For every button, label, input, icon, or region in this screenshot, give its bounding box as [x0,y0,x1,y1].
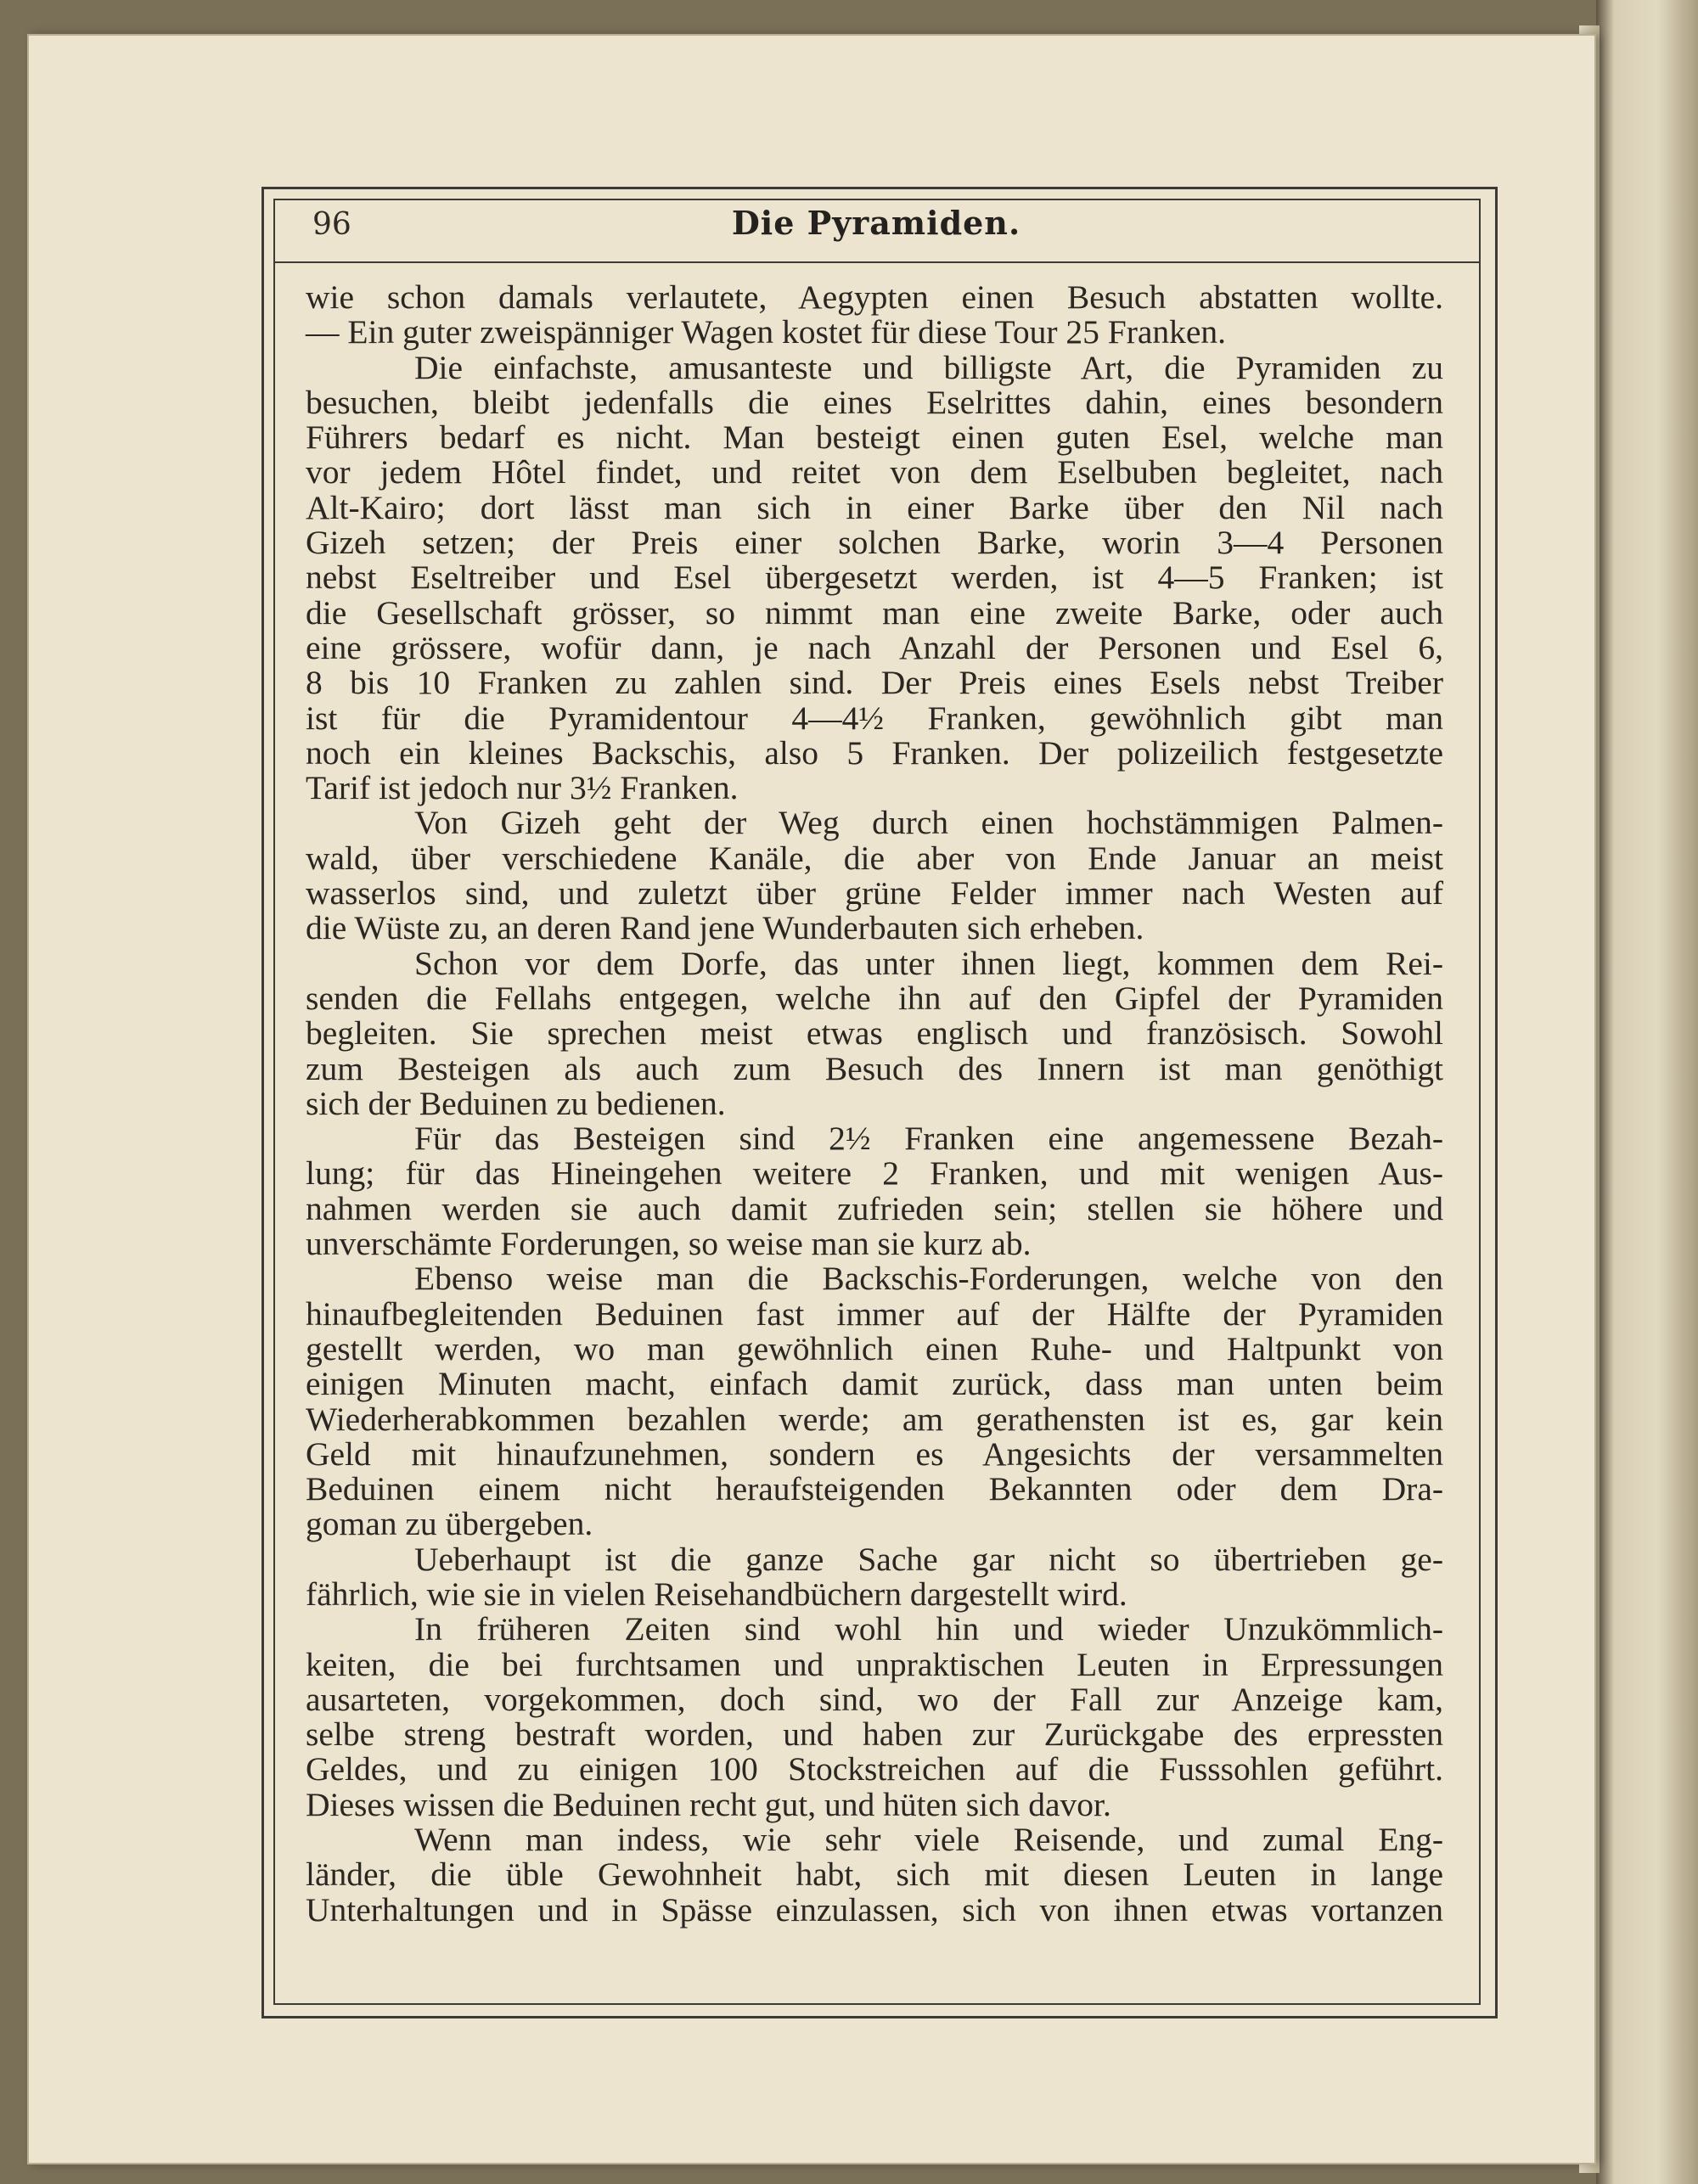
text-line: gestellt werden, wo man gewöhnlich einen Ruhe- und Haltpunkt von [306,1329,1443,1367]
text-line: Dieses wissen die Beduinen recht gut, und hüten sich davor. [306,1785,1111,1823]
text-line: 8 bis 10 Franken zu zahlen sind. Der Preis eines Esels nebst Treiber [306,664,1443,702]
page-number: 96 [312,207,351,242]
running-title: Die Pyramiden. [731,204,1021,242]
text-line: länder, die üble Gewohnheit habt, sich mit diesen Leuten in lange [306,1856,1443,1894]
text-line: In früheren Zeiten sind wohl hin und wieder Unzukömmlich- [414,1610,1443,1648]
text-line: Die einfachste, amusanteste und billigste Art, die Pyramiden zu [414,348,1443,386]
text-line: Geld mit hinaufzunehmen, sondern es Angesichts der versammelten [306,1434,1443,1473]
text-line: Wenn man indess, wie sehr viele Reisende, und zumal Eng- [414,1821,1443,1859]
text-line: zum Besteigen als auch zum Besuch des Innern ist man genöthigt [306,1049,1443,1087]
text-line: Schon vor dem Dorfe, das unter ihnen liegt, kommen dem Rei- [414,944,1443,982]
text-line: Ebenso weise man die Backschis-Forderungen, welche von den [414,1260,1443,1298]
body-text [306,280,1443,1928]
text-line: — Ein guter zweispänniger Wagen kostet für diese Tour 25 Franken. [306,313,1227,351]
text-line: einigen Minuten macht, einfach damit zurück, dass man unten beim [306,1365,1443,1403]
text-line: noch ein kleines Backschis, also 5 Franken. Der polizeilich festgesetzte [306,733,1443,772]
text-line: ausarteten, vorgekommen, doch sind, wo der Fall zur Anzeige kam, [306,1680,1443,1718]
text-line: Führers bedarf es nicht. Man besteigt einen guten Esel, welche man [306,418,1443,457]
text-line: eine grössere, wofür dann, je nach Anzahl der Personen und Esel 6, [306,628,1443,666]
book-spine [1596,0,1698,2184]
text-line: wie schon damals verlautete, Aegypten einen Besuch abstatten wollte. [306,278,1443,316]
text-line: nahmen werden sie auch damit zufrieden sein; stellen sie höhere und [306,1189,1443,1227]
text-line: Gizeh setzen; der Preis einer solchen Barke, worin 3—4 Personen [306,524,1443,562]
text-line: wasserlos sind, und zuletzt über grüne Felder immer nach Westen auf [306,874,1443,912]
text-line: Von Gizeh geht der Weg durch einen hochstämmigen Palmen- [414,804,1443,842]
text-line: Geldes, und zu einigen 100 Stockstreichen auf die Fusssohlen geführt. [306,1750,1443,1788]
text-line: unverschämte Forderungen, so weise man sie kurz ab. [306,1225,1032,1263]
text-line: Wiederherabkommen bezahlen werde; am gerathensten ist es, gar kein [306,1400,1443,1438]
header-rule [273,261,1479,263]
text-line: Alt-Kairo; dort lässt man sich in einer Barke über den Nil nach [306,488,1443,526]
text-line: Für das Besteigen sind 2½ Franken eine angemessene Bezah- [414,1120,1443,1158]
text-line: begleiten. Sie sprechen meist etwas englisch und französisch. Sowohl [306,1014,1443,1053]
text-line: besuchen, bleibt jedenfalls die eines Eselrittes dahin, eines besondern [306,383,1443,421]
text-line: goman zu übergeben. [306,1505,593,1543]
text-line: die Wüste zu, an deren Rand jene Wunderbauten sich erheben. [306,909,1144,947]
text-line: selbe streng bestraft worden, und haben zur Zurückgabe des erpressten [306,1715,1443,1754]
text-line: Unterhaltungen und in Spässe einzulassen, sich von ihnen etwas vortanzen [306,1890,1443,1929]
text-line: wald, über verschiedene Kanäle, die aber von Ende Januar an meist [306,839,1443,877]
text-line: ist für die Pyramidentour 4—4½ Franken, gewöhnlich gibt man [306,699,1443,737]
text-line: Tarif ist jedoch nur 3½ Franken. [306,769,739,807]
text-line: fährlich, wie sie in vielen Reisehandbüchern dargestellt wird. [306,1575,1127,1613]
text-line: senden die Fellahs entgegen, welche ihn auf den Gipfel der Pyramiden [306,979,1443,1017]
text-line: nebst Eseltreiber und Esel übergesetzt werden, ist 4—5 Franken; ist [306,559,1443,597]
text-line: die Gesellschaft grösser, so nimmt man eine zweite Barke, oder auch [306,593,1443,632]
text-line: hinaufbegleitenden Beduinen fast immer auf der Hälfte der Pyramiden [306,1294,1443,1333]
text-line: sich der Beduinen zu bedienen. [306,1084,726,1122]
text-line: keiten, die bei furchtsamen und unpraktischen Leuten in Erpressungen [306,1645,1443,1683]
text-line: lung; für das Hineingehen weitere 2 Franken, und mit wenigen Aus- [306,1154,1443,1193]
text-line: Ueberhaupt ist die ganze Sache gar nicht so übertrieben ge- [414,1540,1443,1578]
text-line: Beduinen einem nicht heraufsteigenden Bekannten oder dem Dra- [306,1470,1443,1508]
text-line: vor jedem Hôtel findet, und reitet von dem Eselbuben begleitet, nach [306,453,1443,491]
